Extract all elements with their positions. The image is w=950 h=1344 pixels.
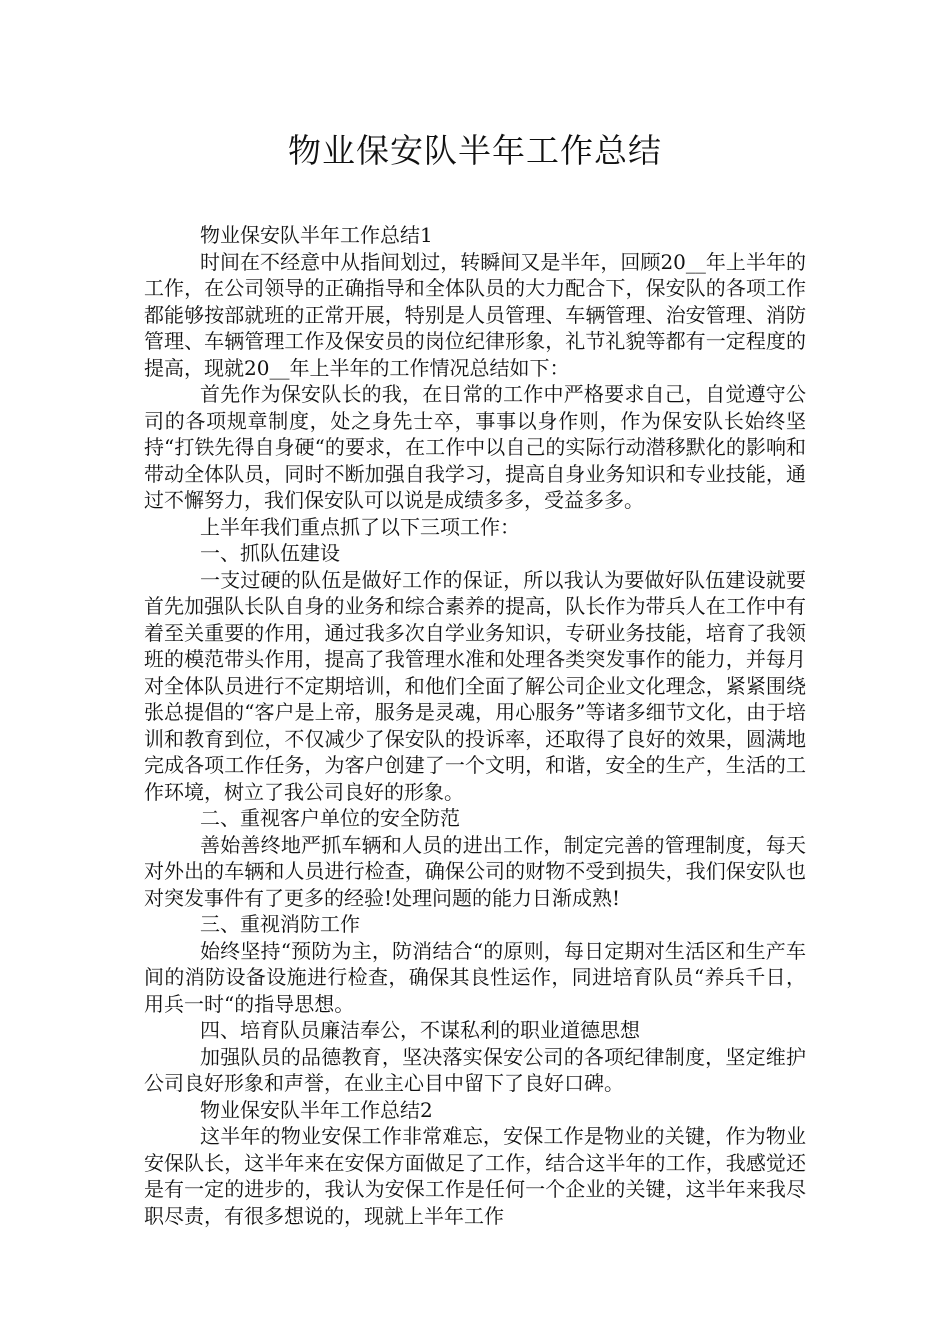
body-paragraph: 首先作为保安队长的我，在日常的工作中严格要求自己，自觉遵守公司的各项规章制度，处之身先士卒，事事以身作则，作为保安队长始终坚持“打铁先得自身硬“的要求，在工作中以自己的实际行动潜移默化的影响和带动全体队员，同时不断加强自我学习，提高自身业务知识和专业技能，通过不懈努力，我们保安队可以说是成绩多多，受益多多。 bbox=[144, 382, 806, 512]
subheading: 四、培育队员廉洁奉公，不谋私利的职业道德思想 bbox=[200, 1018, 640, 1042]
section-heading-2: 物业保安队半年工作总结2 bbox=[200, 1097, 433, 1122]
body-paragraph: 时间在不经意中从指间划过，转瞬间又是半年，回顾20__年上半年的工作，在公司领导的正确指导和全体队员的大力配合下，保安队的各项工作都能够按部就班的正常开展，特别是人员管理、车辆管理、治安管理、消防管理、车辆管理工作及保安员的岗位纪律形象，礼节礼貌等都有一定程度的提高，现就20__年上半年的工作情况总结如下： bbox=[144, 249, 806, 380]
section-heading-1: 物业保安队半年工作总结1 bbox=[200, 223, 433, 247]
subheading: 三、重视消防工作 bbox=[200, 912, 360, 936]
document-title: 物业保安队半年工作总结 bbox=[288, 131, 662, 170]
body-paragraph: 一支过硬的队伍是做好工作的保证，所以我认为要做好队伍建设就要首先加强队长队自身的业务和综合素养的提高，队长作为带兵人在工作中有着至关重要的作用，通过我多次自学业务知识，专研业务技能，培育了我领班的模范带头作用，提高了我管理水准和处理各类突发事作的能力，并每月对全体队员进行不定期培训，和他们全面了解公司企业文化理念，紧紧围绕张总提倡的“客户是上帝，服务是灵魂，用心服务”等诸多细节文化，由于培训和教育到位，不仅减少了保安队的投诉率，还取得了良好的效果，圆满地完成各项工作任务，为客户创建了一个文明，和谐，安全的生产，生活的工作环境，树立了我公司良好的形象。 bbox=[144, 567, 806, 804]
body-paragraph: 加强队员的品德教育，坚决落实保安公司的各项纪律制度，坚定维护公司良好形象和声誉，在业主心目中留下了良好口碑。 bbox=[144, 1044, 806, 1095]
subheading: 二、重视客户单位的安全防范 bbox=[200, 806, 460, 830]
body-paragraph: 善始善终地严抓车辆和人员的进出工作，制定完善的管理制度，每天对外出的车辆和人员进行检查，确保公司的财物不受到损失，我们保安队也对突发事件有了更多的经验!处理问题的能力日渐成熟! bbox=[144, 832, 806, 910]
subheading: 一、抓队伍建设 bbox=[200, 541, 340, 565]
document-body bbox=[144, 222, 806, 1229]
body-paragraph: 这半年的物业安保工作非常难忘，安保工作是物业的关键，作为物业安保队长，这半年来在安保方面做足了工作，结合这半年的工作，我感觉还是有一定的进步的，我认为安保工作是任何一个企业的关键，这半年来我尽职尽责，有很多想说的，现就上半年工作 bbox=[144, 1124, 806, 1228]
body-paragraph: 上半年我们重点抓了以下三项工作： bbox=[200, 514, 520, 539]
document-page bbox=[144, 128, 806, 1229]
body-paragraph: 始终坚持“预防为主，防消结合“的原则，每日定期对生活区和生产车间的消防设备设施进行检查，确保其良性运作，同进培育队员“养兵千日，用兵一时“的指导思想。 bbox=[144, 938, 806, 1016]
